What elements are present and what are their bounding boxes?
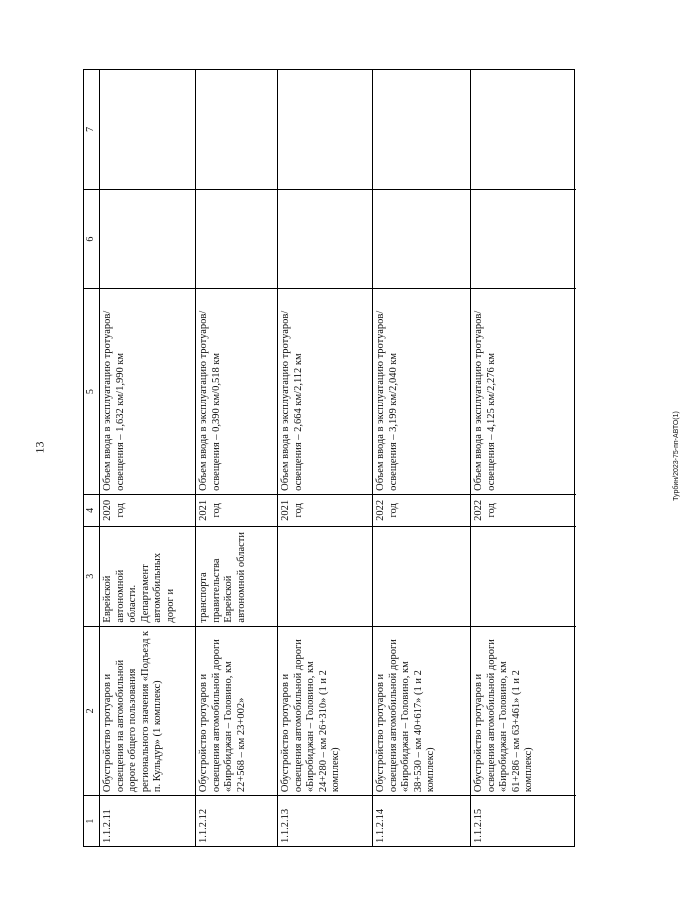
row-number: 1.1.2.15 <box>473 808 484 843</box>
row-result: Объем ввода в эксплуатацию тротуаров/освещения – 0,390 км/0,518 км <box>196 289 277 494</box>
row-col7 <box>471 70 576 190</box>
table-row <box>470 70 576 846</box>
row-number: 1.1.2.12 <box>198 808 209 843</box>
row-year: 2022 год <box>373 495 470 527</box>
header-cell: 4 <box>84 495 99 527</box>
row-col6 <box>373 190 470 290</box>
row-name: Обустройство тротуаров и освещения автомобильной дороги «Биробиджан – Головино, км 61+286 – км 63+461» (1 и 2 комплекс) <box>471 627 576 797</box>
table-row <box>277 70 372 846</box>
row-executor <box>373 527 470 627</box>
row-name: Обустройство тротуаров и освещения на автомобильной дороге общего пользования регионального значения «Подъезд к п. Кульдур» (1 комплекс) <box>100 627 195 797</box>
row-executor: Еврейской автономной области. Департамент автомобильных дорог и <box>100 527 195 627</box>
row-year: 2020 год <box>100 495 195 527</box>
table-row <box>99 70 195 846</box>
row-number: 1.1.2.14 <box>375 808 386 843</box>
row-result: Объем ввода в эксплуатацию тротуаров/освещения – 4,125 км/2,276 км <box>471 289 576 494</box>
row-col6 <box>196 190 277 290</box>
table-row <box>372 70 470 846</box>
row-col7 <box>278 70 372 190</box>
row-name: Обустройство тротуаров и освещения автомобильной дороги «Биробиджан – Головино, км 24+280 – км 26+310» (1 и 2 комплекс) <box>278 627 372 797</box>
row-col7 <box>196 70 277 190</box>
row-name: Обустройство тротуаров и освещения автомобильной дороги «Биробиджан – Головино, км 38+530 – км 40+617» (1 и 2 комплекс) <box>373 627 470 797</box>
document-footer-code: Турбин/2023-75-пп-АВТО(1) <box>673 411 680 501</box>
header-cell: 3 <box>84 527 99 627</box>
row-result: Объем ввода в эксплуатацию тротуаров/освещения – 3,199 км/2,040 км <box>373 289 470 494</box>
row-executor <box>278 527 372 627</box>
row-year: 2022 год <box>471 495 576 527</box>
header-cell: 6 <box>84 190 99 290</box>
row-col6 <box>471 190 576 290</box>
row-number: 1.1.2.13 <box>280 808 291 843</box>
data-table <box>83 69 575 847</box>
table-wrapper <box>83 69 575 847</box>
row-year: 2021 год <box>278 495 372 527</box>
row-col7 <box>373 70 470 190</box>
row-col6 <box>278 190 372 290</box>
table-row <box>195 70 277 846</box>
row-name: Обустройство тротуаров и освещения автомобильной дороги «Биробиджан – Головино, км 22+568 – км 23+002» <box>196 627 277 797</box>
row-col6 <box>100 190 195 290</box>
row-year: 2021 год <box>196 495 277 527</box>
row-number: 1.1.2.11 <box>102 809 113 843</box>
row-result: Объем ввода в эксплуатацию тротуаров/освещения – 2,664 км/2,112 км <box>278 289 372 494</box>
row-col7 <box>100 70 195 190</box>
header-cell: 2 <box>84 627 99 797</box>
table-header-row <box>84 70 99 846</box>
header-cell: 7 <box>84 70 99 190</box>
header-cell: 1 <box>85 818 96 824</box>
row-executor: транспорта правительства Еврейской автономной области <box>196 527 277 627</box>
header-cell: 5 <box>84 289 99 494</box>
row-executor <box>471 527 576 627</box>
page-number: 13 <box>32 441 47 454</box>
row-result: Объем ввода в эксплуатацию тротуаров/освещения – 1,632 км/1,990 км <box>100 289 195 494</box>
